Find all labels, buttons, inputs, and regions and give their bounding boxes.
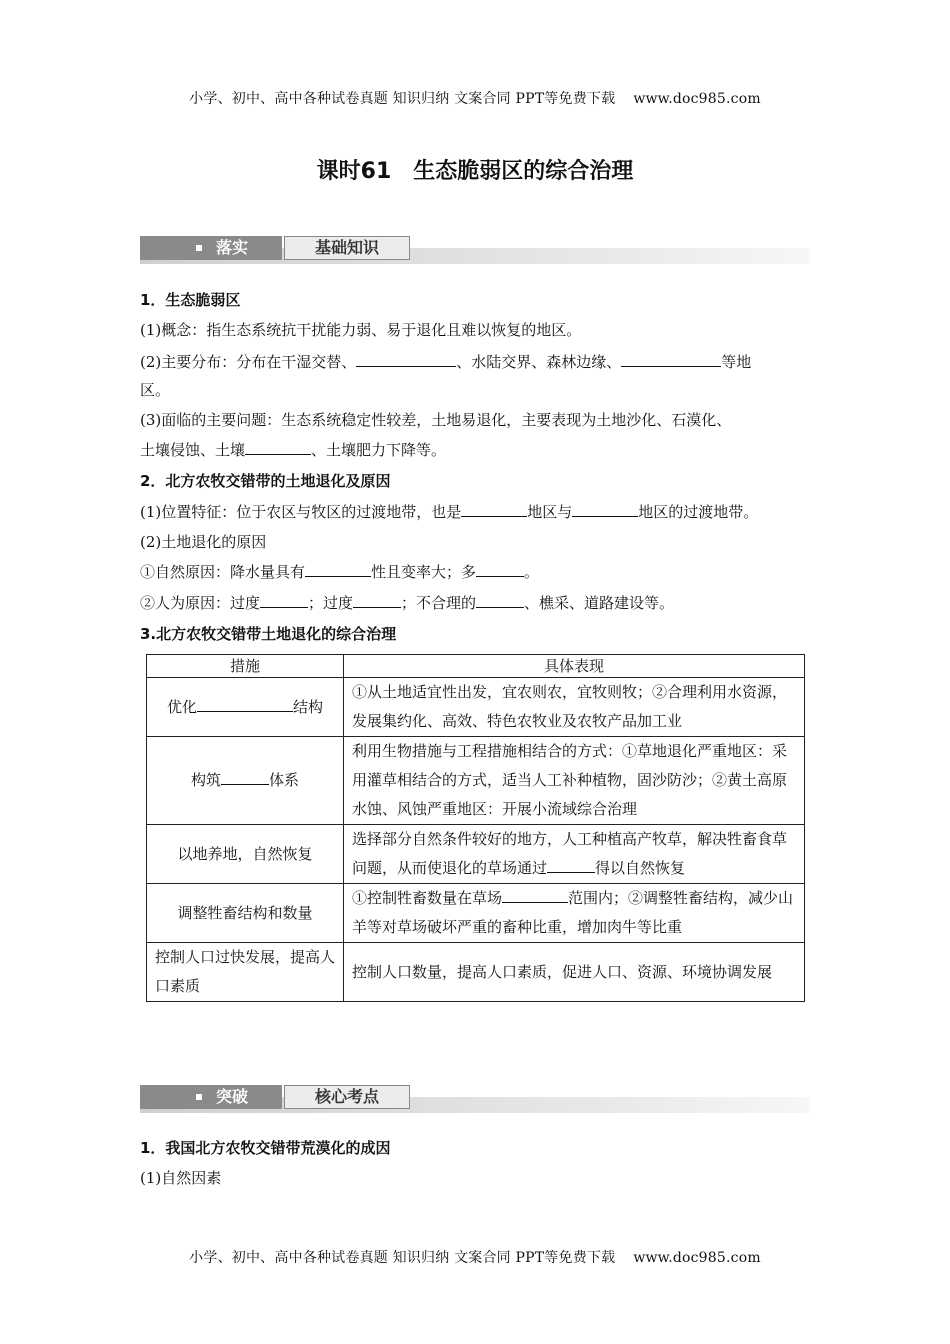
- r1-m1: 优化: [166, 697, 197, 716]
- table-cell-detail: 控制人口数量，提高人口素质，促进人口、资源、环境协调发展: [344, 943, 805, 1002]
- s1-p3b: 土壤侵蚀、土壤: [140, 441, 246, 459]
- s2-p1: [140, 502, 758, 522]
- s2-p3b: 性且变率大；多: [371, 563, 477, 581]
- fill-blank: [502, 888, 568, 903]
- table-cell-detail: 利用生物措施与工程措施相结合的方式：①草地退化严重地区：采用灌草相结合的方式，适当人工补种植物，固沙防沙；②黄土高原水蚀、风蚀严重地区：开展小流域综合治理: [344, 737, 805, 825]
- square-bullet-icon: [196, 245, 202, 251]
- s1-p2a: (2)主要分布：分布在干湿交替、: [140, 353, 357, 371]
- r3-d1: 选择部分自然条件较好的地方，人工种植高产牧草，解决牲畜食草问题，从而使退化的草场通过: [352, 830, 788, 877]
- s2-p4: [140, 593, 674, 613]
- s4-p1: (1)自然因素: [140, 1169, 222, 1187]
- s2-heading: 2．北方农牧交错带的土地退化及原因: [140, 472, 391, 490]
- fill-blank: [476, 562, 524, 577]
- section-banner-basics: [140, 236, 810, 266]
- s1-p2: [140, 352, 751, 372]
- fill-blank: [356, 352, 456, 367]
- banner-dark-tab: [140, 1085, 282, 1109]
- fill-blank: [461, 502, 527, 517]
- s1-p2b: 、水陆交界、森林边缘、: [456, 353, 622, 371]
- page-title: [0, 154, 950, 185]
- s4-heading: 1．我国北方农牧交错带荒漠化的成因: [140, 1139, 391, 1157]
- title-number: 课时61: [316, 159, 392, 184]
- s2-p4b: ；过度: [308, 594, 354, 612]
- table-row: [147, 737, 805, 825]
- s2-p1c: 地区的过渡地带。: [638, 503, 759, 521]
- footer-url[interactable]: www.doc985.com: [633, 1250, 761, 1266]
- table-header-row: [147, 655, 805, 678]
- fill-blank: [221, 770, 269, 785]
- s1-p3c: 、土壤肥力下降等。: [311, 441, 447, 459]
- table-cell-measure: 调整牲畜结构和数量: [147, 884, 344, 943]
- fill-blank: [305, 562, 371, 577]
- s2-p4d: 、樵采、道路建设等。: [524, 594, 675, 612]
- table-cell-detail: ①从土地适宜性出发，宜农则农，宜牧则牧；②合理利用水资源，发展集约化、高效、特色农牧业及农牧产品加工业: [344, 678, 805, 737]
- fill-blank: [245, 440, 311, 455]
- page-header: [0, 88, 950, 108]
- table-row: [147, 943, 805, 1002]
- s1-p3: [140, 440, 446, 460]
- fill-blank: [547, 858, 595, 873]
- title-text: 生态脆弱区的综合治理: [413, 159, 634, 184]
- table-cell-detail: [344, 884, 805, 943]
- s2-p1b: 地区与: [527, 503, 573, 521]
- table-cell-measure: [147, 737, 344, 825]
- s1-p2c: 等地: [721, 353, 752, 371]
- fill-blank: [197, 697, 293, 712]
- s2-p1a: (1)位置特征：位于农区与牧区的过渡地带，也是: [140, 503, 462, 521]
- r2-m1: 构筑: [190, 771, 221, 789]
- square-bullet-icon: [196, 1094, 202, 1100]
- s2-p4a: ②人为原因：过度: [140, 594, 261, 612]
- page-footer: [0, 1247, 950, 1267]
- s3-heading: 3.北方农牧交错带土地退化的综合治理: [140, 625, 397, 643]
- measures-table: [146, 654, 805, 1002]
- banner-dark-tab: [140, 236, 282, 260]
- table-cell-detail: [344, 825, 805, 884]
- r4-d2: 范围内；②调整牲畜结构，减少山羊等对草场破坏严重的畜种比重，增加肉牛等比重: [352, 889, 794, 936]
- section-banner-core: [140, 1085, 810, 1115]
- r1-m2: 结构: [293, 697, 324, 716]
- table-row: [147, 825, 805, 884]
- table-row: [147, 678, 805, 737]
- s1-p3a: (3)面临的主要问题：生态系统稳定性较差，土地易退化，主要表现为土地沙化、石漠化、: [140, 411, 732, 429]
- r3-d2: 得以自然恢复: [595, 859, 686, 877]
- banner-dark-label: 落实: [216, 238, 249, 257]
- footer-text: 小学、初中、高中各种试卷真题 知识归纳 文案合同 PPT等免费下载: [189, 1250, 616, 1266]
- table-cell-measure: 以地养地，自然恢复: [147, 825, 344, 884]
- fill-blank: [621, 352, 721, 367]
- banner-dark-label: 突破: [216, 1087, 249, 1106]
- s2-p2: (2)土地退化的原因: [140, 533, 267, 551]
- header-text: 小学、初中、高中各种试卷真题 知识归纳 文案合同 PPT等免费下载: [189, 91, 616, 107]
- table-header-cell: 具体表现: [344, 655, 805, 678]
- table-cell-measure: [147, 678, 344, 737]
- r4-d1: ①控制牲畜数量在草场: [352, 889, 503, 907]
- fill-blank: [572, 502, 638, 517]
- s2-p3c: 。: [524, 563, 540, 581]
- fill-blank: [260, 593, 308, 608]
- s2-p3: [140, 562, 539, 582]
- s2-p4c: ；不合理的: [401, 594, 477, 612]
- fill-blank: [353, 593, 401, 608]
- s1-p1: (1)概念：指生态系统抗干扰能力弱、易于退化且难以恢复的地区。: [140, 321, 582, 339]
- s1-p2d: 区。: [140, 381, 171, 399]
- s1-heading: 1．生态脆弱区: [140, 291, 241, 309]
- table-header-cell: 措施: [147, 655, 344, 678]
- table-row: [147, 884, 805, 943]
- banner-light-label: 基础知识: [284, 236, 410, 260]
- header-url[interactable]: www.doc985.com: [633, 91, 761, 107]
- table-cell-measure: 控制人口过快发展，提高人口素质: [147, 943, 344, 1002]
- s2-p3a: ①自然原因：降水量具有: [140, 563, 306, 581]
- banner-light-label: 核心考点: [284, 1085, 410, 1109]
- r2-m2: 体系: [269, 771, 300, 789]
- fill-blank: [476, 593, 524, 608]
